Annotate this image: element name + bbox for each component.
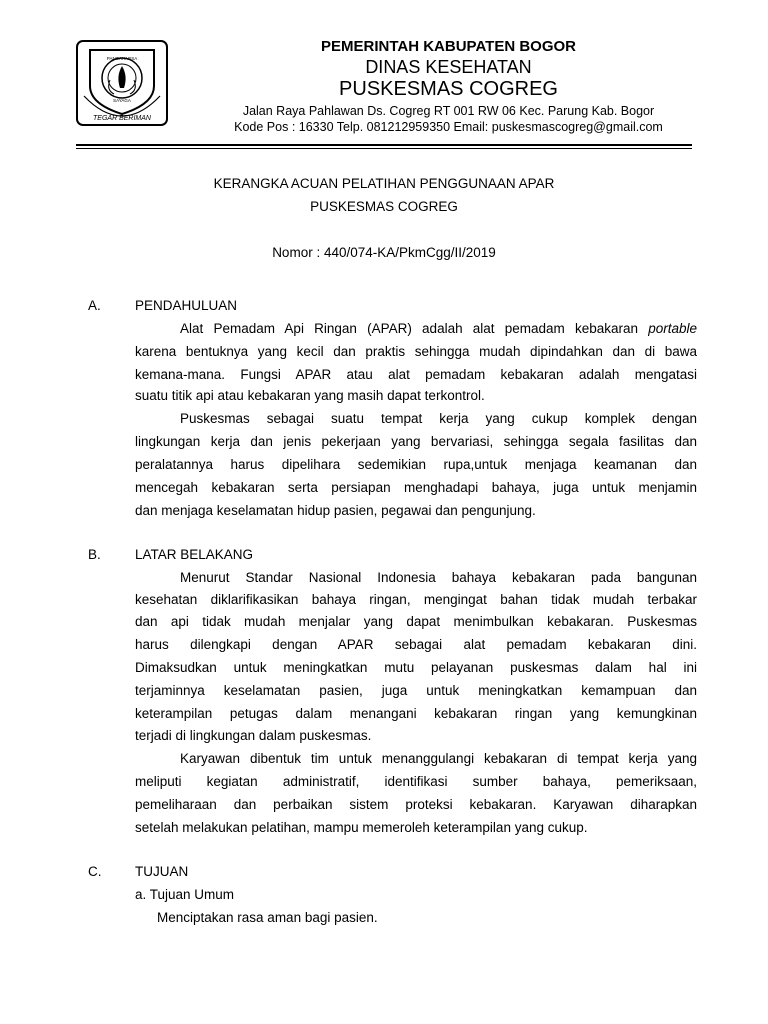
section-a-title: PENDAHULUAN: [135, 298, 238, 313]
document-number: Nomor : 440/074-KA/PkmCgg/II/2019: [272, 245, 496, 260]
header-contact: Kode Pos : 16330 Telp. 081212959350 Email: puskesmascogreg@gmail.com: [234, 120, 663, 134]
header-rule-thin: [76, 148, 692, 149]
paragraph-line: kemana-mana. Fungsi APAR atau alat pemadam kebakaran adalah mengatasi: [135, 367, 697, 382]
paragraph-line: Menurut Standar Nasional Indonesia bahaya kebakaran pada bangunan: [180, 570, 697, 585]
paragraph-line: [180, 321, 697, 336]
paragraph-line: karena bentuknya yang kecil dan praktis sehingga mudah dipindahkan dan di bawa: [135, 344, 697, 359]
italic-term: portable: [648, 321, 697, 336]
paragraph-line: keterampilan petugas dalam menangani kebakaran ringan yang kemungkinan: [135, 706, 697, 721]
paragraph-line: peralatannya harus dipelihara sedemikian rupa,untuk menjaga keamanan dan: [135, 457, 697, 472]
paragraph-line: harus dilengkapi dengan APAR sebagai alat pemadam kebakaran dini.: [135, 637, 697, 652]
section-a-letter: A.: [88, 298, 101, 313]
puskesmas-logo: [76, 40, 168, 126]
section-b-title: LATAR BELAKANG: [135, 547, 254, 562]
paragraph-line: terjadi di lingkungan dalam puskesmas.: [135, 728, 372, 743]
paragraph-line: suatu titik api atau kebakaran yang masih dapat terkontrol.: [135, 388, 485, 403]
section-c-title: TUJUAN: [135, 864, 189, 879]
logo-top-text: PANCAKARSA: [106, 56, 138, 61]
section-b-letter: B.: [88, 547, 101, 562]
document-title: KERANGKA ACUAN PELATIHAN PENGGUNAAN APAR: [213, 176, 555, 191]
paragraph-line: dan menjaga keselamatan hidup pasien, pegawai dan pengunjung.: [135, 503, 536, 518]
paragraph-line: setelah melakukan pelatihan, mampu memeroleh keterampilan yang cukup.: [135, 820, 588, 835]
header-rule-thick: [76, 144, 692, 146]
logo-sub-text: SAYAGA: [113, 98, 131, 103]
paragraph-line: mencegah kebakaran serta persiapan menghadapi bahaya, juga untuk menjamin: [135, 480, 697, 495]
header-government: PEMERINTAH KABUPATEN BOGOR: [321, 38, 576, 55]
paragraph-line: lingkungan kerja dan jenis pekerjaan yang bervariasi, sehingga segala fasilitas dan: [135, 434, 697, 449]
document-subtitle: PUSKESMAS COGREG: [310, 199, 458, 214]
text-run: Alat Pemadam Api Ringan (APAR) adalah alat pemadam kebakaran: [180, 321, 649, 336]
header-institution: PUSKESMAS COGREG: [339, 78, 558, 100]
paragraph-line: Dimaksudkan untuk meningkatkan mutu pelayanan puskesmas dalam hal ini: [135, 660, 697, 675]
subsection-heading: a. Tujuan Umum: [135, 887, 235, 902]
paragraph-line: kesehatan diklarifikasikan bahaya ringan, mengingat bahan tidak mudah terbakar: [135, 592, 697, 607]
paragraph-line: terjaminnya keselamatan pasien, juga untuk meningkatkan kemampuan dan: [135, 683, 697, 698]
logo-motto: TEGAR BERIMAN: [93, 115, 151, 122]
subsection-text: Menciptakan rasa aman bagi pasien.: [157, 910, 378, 925]
paragraph-line: dan api tidak mudah menjalar yang dapat menimbulkan kebakaran. Puskesmas: [135, 614, 697, 629]
paragraph-line: pemeliharaan dan perbaikan sistem proteksi kebakaran. Karyawan diharapkan: [135, 797, 697, 812]
section-c-letter: C.: [88, 864, 102, 879]
header-department: DINAS KESEHATAN: [365, 57, 532, 77]
paragraph-line: Puskesmas sebagai suatu tempat kerja yang cukup komplek dengan: [180, 411, 697, 426]
paragraph-line: meliputi kegiatan administratif, identifikasi sumber bahaya, pemeriksaan,: [135, 774, 697, 789]
header-address: Jalan Raya Pahlawan Ds. Cogreg RT 001 RW 06 Kec. Parung Kab. Bogor: [242, 104, 655, 118]
paragraph-line: Karyawan dibentuk tim untuk menanggulangi kebakaran di tempat kerja yang: [180, 751, 697, 766]
